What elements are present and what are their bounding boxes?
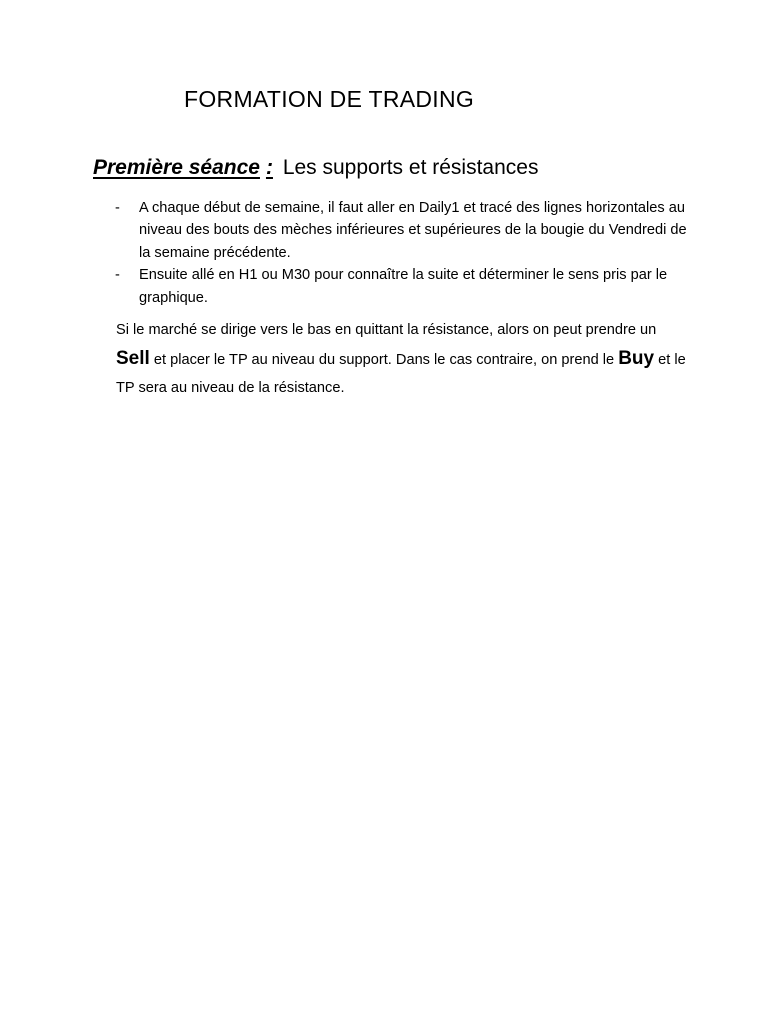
bullet-marker: - — [115, 267, 120, 284]
bullet-list — [112, 197, 692, 309]
buy-keyword: Buy — [618, 347, 655, 369]
bullet-marker: - — [115, 200, 120, 216]
paragraph-text: et placer le TP au niveau du support. Dans le cas contraire, on prend le — [153, 351, 615, 368]
paragraph-text: Si le marché se dirige vers le bas en quittant la résistance, alors on peut prendre un — [116, 322, 657, 338]
section-label: Première séance — [93, 156, 260, 179]
paragraph-text: et le TP sera au niveau de la résistance. — [116, 351, 686, 396]
bullet-text: Ensuite allé en H1 ou M30 pour connaître la suite et déterminer le sens pris par le graphique. — [139, 267, 668, 306]
list-item — [112, 264, 692, 309]
section-heading — [93, 156, 538, 180]
sell-keyword: Sell — [116, 347, 150, 369]
bullet-text: A chaque début de semaine, il faut aller en Daily1 et tracé des lignes horizontales au niveau des bouts des mèches inférieures et supérieures de la bougie du Vendredi de la semaine précédente. — [139, 200, 687, 261]
document-title: FORMATION DE TRADING — [184, 86, 475, 112]
section-topic: Les supports et résistances — [282, 156, 539, 179]
body-paragraph — [116, 316, 686, 403]
section-separator: : — [265, 156, 273, 179]
list-item — [112, 197, 692, 264]
